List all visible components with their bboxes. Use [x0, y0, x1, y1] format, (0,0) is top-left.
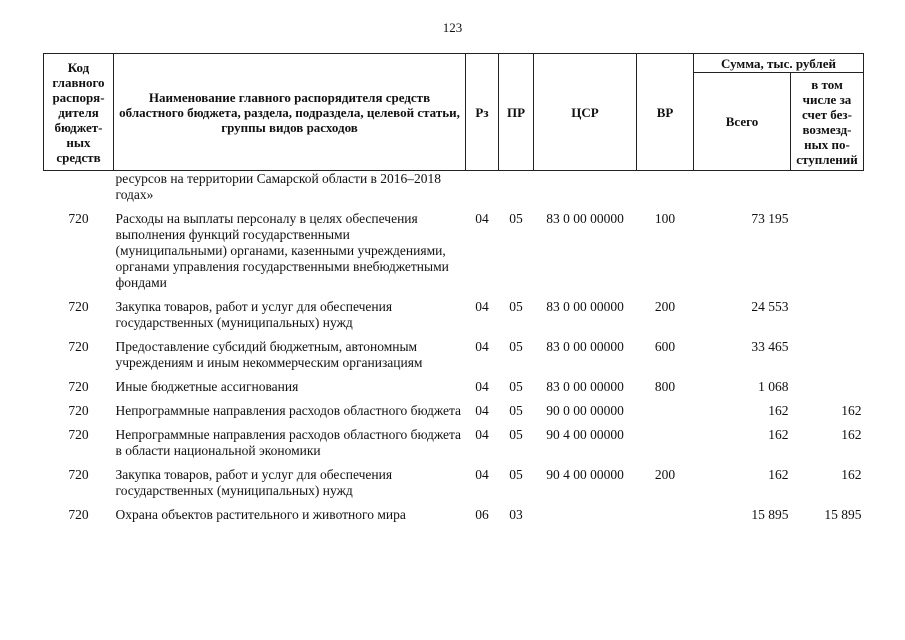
cell-rz: 04 — [475, 339, 489, 354]
cell-name: Расходы на выплаты персоналу в целях обеспечения выполнения функций государственными (муниципальными) органами, казенными учреждениями, органами управления государственными внебюджетными фондами — [115, 211, 449, 290]
cell-grants — [791, 209, 864, 297]
cell-code: 720 — [68, 339, 89, 354]
cell-csr: 90 4 00 00000 — [546, 467, 624, 482]
header-total: Всего — [694, 73, 791, 171]
cell-grants — [791, 337, 864, 377]
cell-name: Закупка товаров, работ и услуг для обеспечения государственных (муниципальных) нужд — [115, 299, 393, 330]
cell-code: 720 — [68, 507, 89, 522]
cell-name: Предоставление субсидий бюджетным, автономным учреждениям и иным некоммерческим организациям — [115, 339, 423, 370]
cell-total: 24 553 — [751, 299, 789, 314]
cell-pr: 05 — [509, 379, 523, 394]
header-name: Наименование главного распорядителя средств областного бюджета, раздела, подраздела, целевой статьи, группы видов расходов — [114, 54, 466, 171]
page-number: 123 — [442, 20, 463, 35]
cell-csr: 83 0 00 00000 — [546, 339, 624, 354]
header-sum: Сумма, тыс. рублей — [694, 54, 864, 73]
cell-grants — [791, 377, 864, 401]
cell-code: 720 — [68, 211, 89, 226]
cell-csr — [534, 505, 637, 529]
cell-code: 720 — [68, 379, 89, 394]
cell-pr: 05 — [509, 211, 523, 226]
cell-grants: 162 — [841, 467, 862, 482]
cell-rz: 04 — [475, 379, 489, 394]
cell-pr: 05 — [509, 427, 523, 442]
table-row — [44, 401, 864, 425]
cell-name: ресурсов на территории Самарской области в 2016–2018 годах» — [115, 171, 442, 202]
cell-code: 720 — [68, 427, 89, 442]
cell-rz: 06 — [475, 507, 489, 522]
cell-code: 720 — [68, 403, 89, 418]
cell-vr — [637, 401, 694, 425]
cell-csr: 83 0 00 00000 — [546, 211, 624, 226]
cell-total: 33 465 — [751, 339, 789, 354]
header-csr: ЦСР — [534, 54, 637, 171]
header-rz: Рз — [466, 54, 499, 171]
table-row — [44, 425, 864, 465]
cell-grants: 162 — [841, 403, 862, 418]
cell-total: 162 — [768, 427, 789, 442]
table-row — [44, 505, 864, 529]
table-row — [44, 337, 864, 377]
cell-pr: 05 — [509, 339, 523, 354]
cell-rz: 04 — [475, 299, 489, 314]
cell-code — [44, 171, 114, 210]
cell-total: 73 195 — [751, 211, 789, 226]
cell-total: 1 068 — [758, 379, 789, 394]
cell-vr: 200 — [654, 467, 676, 482]
cell-code: 720 — [68, 467, 89, 482]
cell-rz: 04 — [475, 211, 489, 226]
header-grants: в том числе за счет без-возмезд-ных по-ступлений — [791, 73, 864, 171]
cell-name: Непрограммные направления расходов областного бюджета в области национальной экономики — [115, 427, 462, 458]
header-code: Код главного распоря-дителя бюджет-ных средств — [44, 54, 114, 171]
cell-total: 162 — [768, 467, 789, 482]
header-pr: ПР — [499, 54, 534, 171]
cell-total: 15 895 — [751, 507, 789, 522]
cell-rz: 04 — [475, 427, 489, 442]
cell-vr: 600 — [654, 339, 676, 354]
cell-code: 720 — [68, 299, 89, 314]
cell-name: Иные бюджетные ассигнования — [115, 379, 299, 394]
table-row — [44, 209, 864, 297]
cell-grants — [791, 297, 864, 337]
cell-vr — [637, 505, 694, 529]
table-row-continuation — [44, 171, 864, 210]
header-vr: ВР — [637, 54, 694, 171]
cell-name: Охрана объектов растительного и животного мира — [115, 507, 406, 522]
cell-vr: 800 — [654, 379, 676, 394]
table-row — [44, 297, 864, 337]
cell-vr: 100 — [654, 211, 676, 226]
table-body — [44, 171, 864, 530]
budget-table — [43, 53, 864, 529]
cell-vr — [637, 425, 694, 465]
cell-grants: 15 895 — [824, 507, 862, 522]
cell-name: Непрограммные направления расходов областного бюджета — [115, 403, 462, 418]
cell-rz: 04 — [475, 467, 489, 482]
cell-pr: 05 — [509, 403, 523, 418]
table-row — [44, 377, 864, 401]
cell-pr: 03 — [509, 507, 523, 522]
cell-grants: 162 — [841, 427, 862, 442]
cell-vr: 200 — [654, 299, 676, 314]
cell-csr: 83 0 00 00000 — [546, 299, 624, 314]
cell-csr: 90 0 00 00000 — [546, 403, 624, 418]
cell-csr: 90 4 00 00000 — [546, 427, 624, 442]
cell-pr: 05 — [509, 299, 523, 314]
cell-csr: 83 0 00 00000 — [546, 379, 624, 394]
cell-name: Закупка товаров, работ и услуг для обеспечения государственных (муниципальных) нужд — [115, 467, 393, 498]
cell-pr: 05 — [509, 467, 523, 482]
cell-rz: 04 — [475, 403, 489, 418]
cell-total: 162 — [768, 403, 789, 418]
table-row — [44, 465, 864, 505]
